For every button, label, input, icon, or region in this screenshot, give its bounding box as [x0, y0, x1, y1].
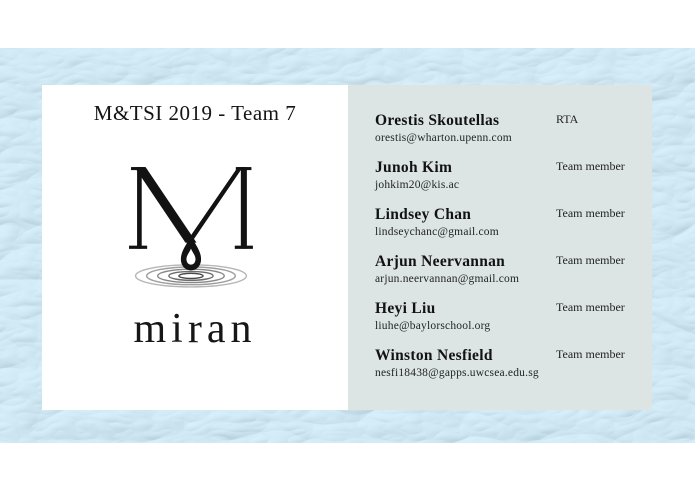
member-role: Team member	[556, 159, 625, 173]
member-name: Orestis Skoutellas	[375, 112, 500, 129]
team-panel	[348, 85, 652, 410]
member-role: Team member	[556, 206, 625, 220]
member-email: liuhe@baylorschool.org	[375, 320, 491, 333]
logo-card	[42, 85, 348, 410]
member-name: Heyi Liu	[375, 300, 436, 317]
member-row	[375, 346, 638, 380]
member-row	[375, 205, 638, 239]
member-email: orestis@wharton.upenn.com	[375, 132, 512, 145]
member-role: Team member	[556, 253, 625, 267]
miran-logo-icon	[84, 158, 306, 294]
member-row	[375, 111, 638, 145]
member-name: Junoh Kim	[375, 159, 453, 176]
member-list	[348, 85, 652, 380]
member-row	[375, 158, 638, 192]
member-email: nesfi18438@gapps.uwcsea.edu.sg	[375, 367, 539, 380]
member-role: RTA	[556, 112, 579, 126]
brand-wordmark: miran	[133, 306, 257, 352]
member-row	[375, 252, 638, 286]
member-role: Team member	[556, 300, 625, 314]
slide-title: M&TSI 2019 - Team 7	[93, 101, 297, 125]
member-email: arjun.neervannan@gmail.com	[375, 273, 520, 286]
member-row	[375, 299, 638, 333]
member-name: Winston Nesfield	[375, 347, 493, 364]
member-name: Lindsey Chan	[375, 206, 472, 223]
member-email: lindseychanc@gmail.com	[375, 226, 499, 239]
member-role: Team member	[556, 347, 625, 361]
member-name: Arjun Neervannan	[375, 253, 506, 270]
member-email: johkim20@kis.ac	[375, 179, 460, 192]
